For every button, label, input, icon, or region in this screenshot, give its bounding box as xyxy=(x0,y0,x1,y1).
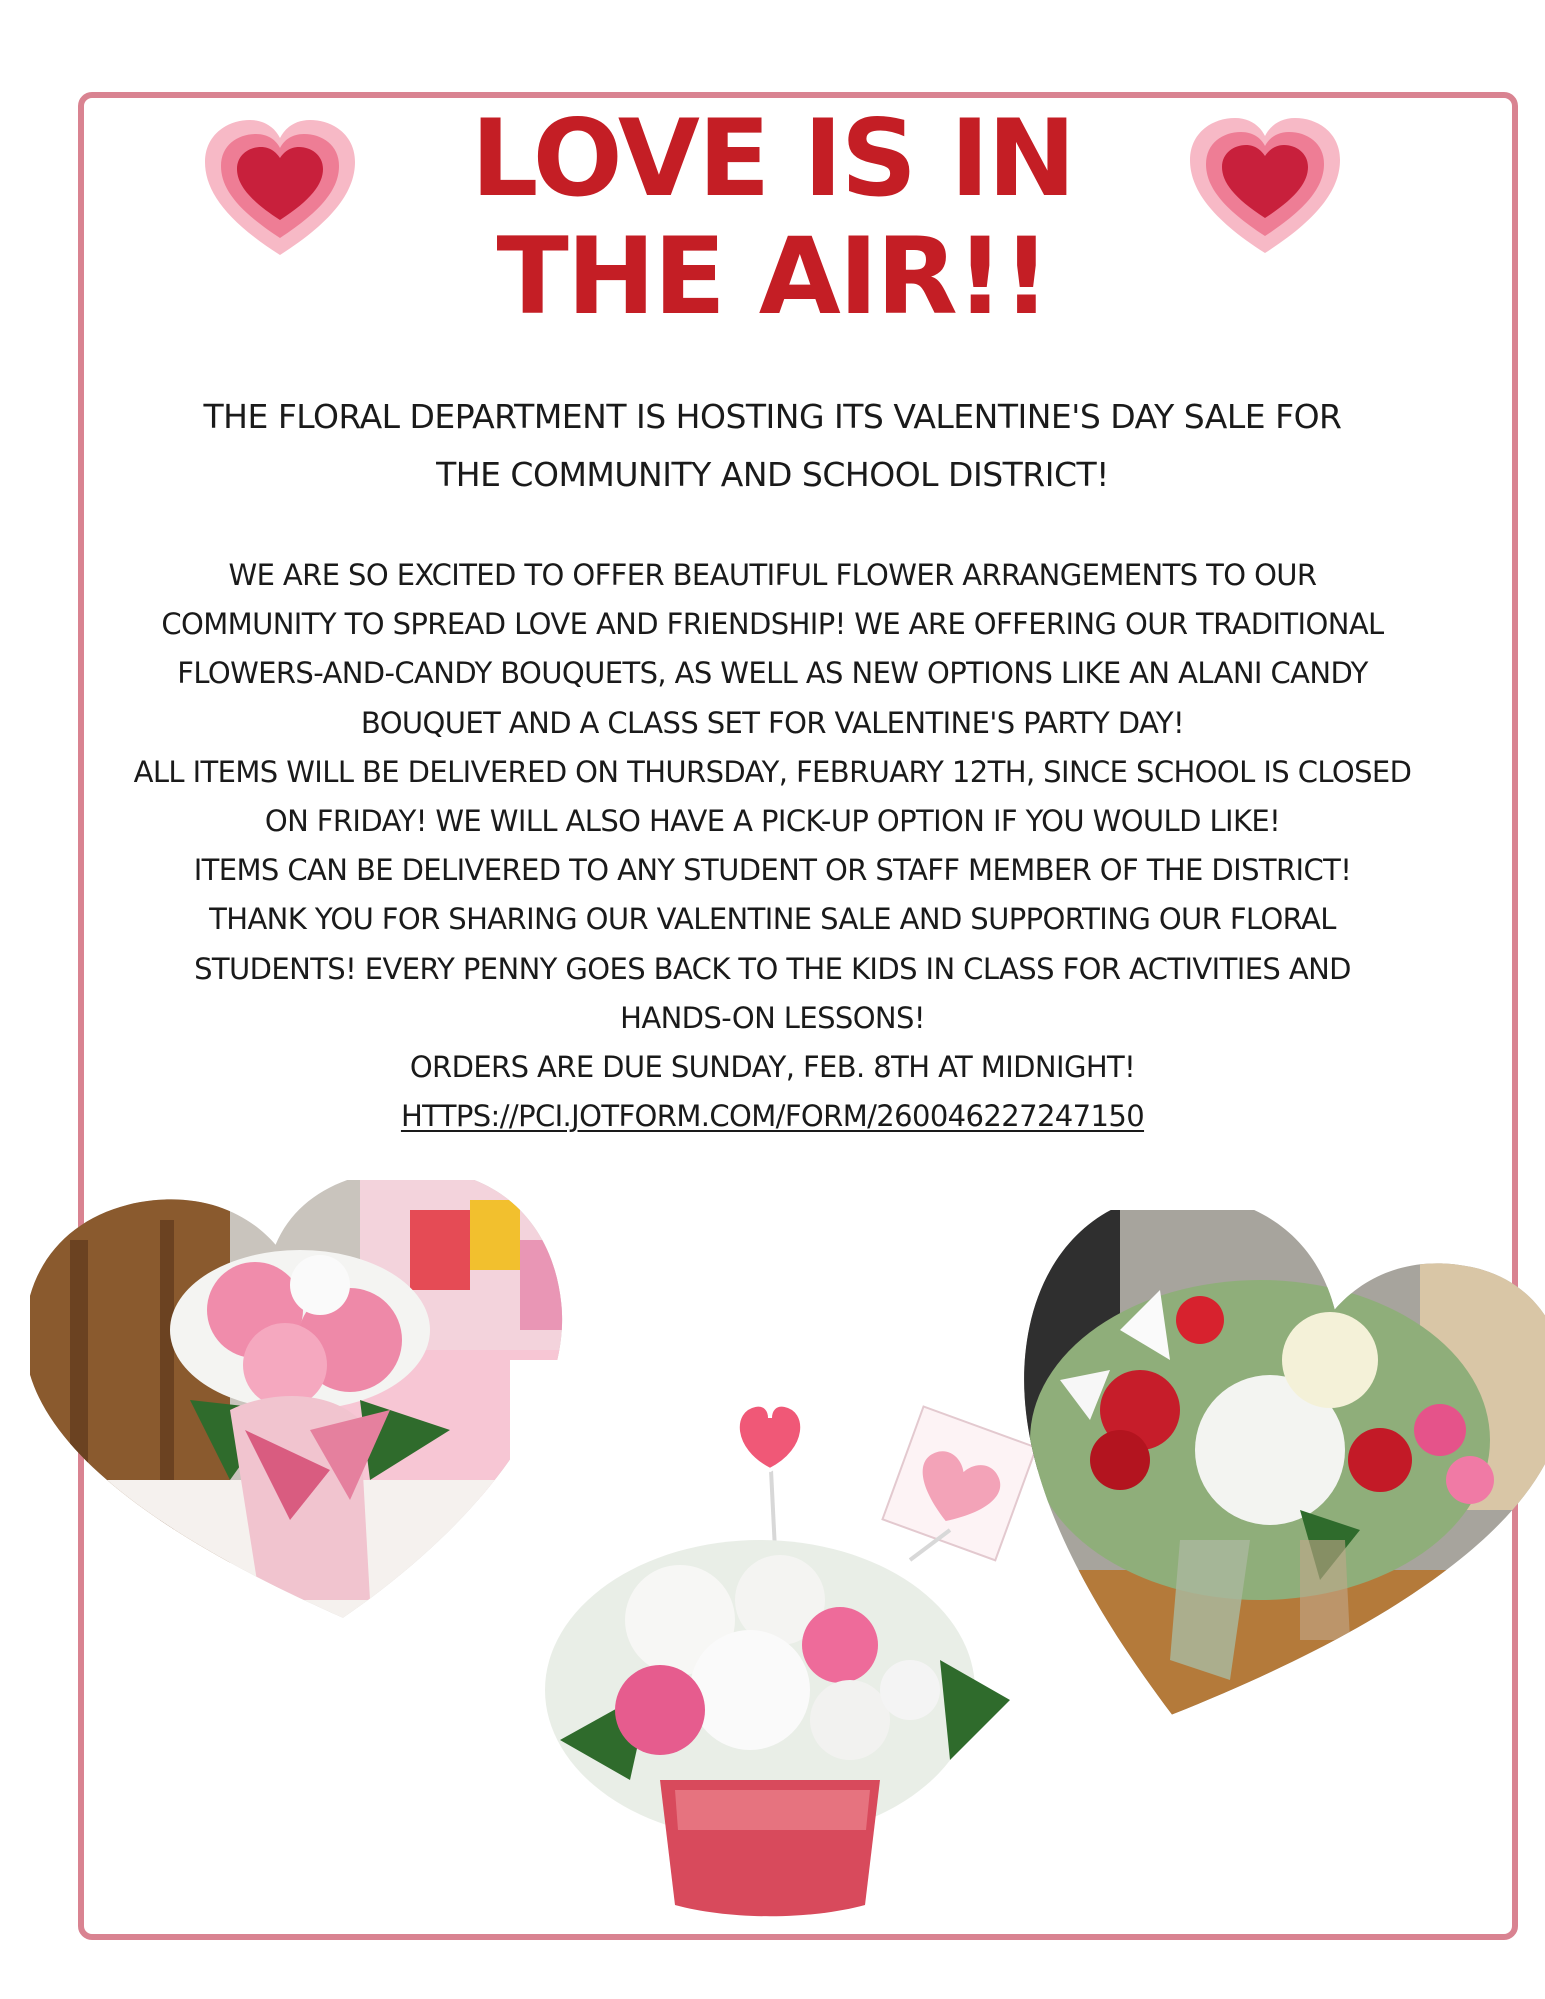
bouquet-photo-roses-hydrangea xyxy=(1000,1210,1545,1730)
bouquet-photo-pink-carnations xyxy=(30,1180,590,1620)
page-title xyxy=(300,97,1245,338)
body-line: ALL ITEMS WILL BE DELIVERED ON THURSDAY, FEBRUARY 12TH, SINCE SCHOOL IS CLOSED xyxy=(133,754,1412,789)
announcement-body xyxy=(110,551,1435,1141)
bouquet-photo-white-carnations xyxy=(510,1360,1050,1920)
body-line: HANDS-ON LESSONS! xyxy=(620,1000,925,1035)
body-line: COMMUNITY TO SPREAD LOVE AND FRIENDSHIP! WE ARE OFFERING OUR TRADITIONAL xyxy=(161,607,1384,642)
body-line: ITEMS CAN BE DELIVERED TO ANY STUDENT OR STAFF MEMBER OF THE DISTRICT! xyxy=(193,853,1352,888)
subtitle-line-1: THE FLORAL DEPARTMENT IS HOSTING ITS VALENTINE'S DAY SALE FOR xyxy=(203,397,1342,436)
title-line-2: THE AIR!! xyxy=(496,215,1049,338)
title-line-1: LOVE IS IN xyxy=(470,97,1075,220)
subtitle-line-2: THE COMMUNITY AND SCHOOL DISTRICT! xyxy=(436,455,1109,494)
subtitle xyxy=(110,388,1435,504)
order-form-link[interactable]: HTTPS://PCI.JOTFORM.COM/FORM/260046227247150 xyxy=(400,1099,1145,1134)
body-line: BOUQUET AND A CLASS SET FOR VALENTINE'S PARTY DAY! xyxy=(360,705,1185,740)
body-line: ON FRIDAY! WE WILL ALSO HAVE A PICK-UP OPTION IF YOU WOULD LIKE! xyxy=(264,804,1281,839)
body-line: STUDENTS! EVERY PENNY GOES BACK TO THE KIDS IN CLASS FOR ACTIVITIES AND xyxy=(194,951,1351,986)
body-line: FLOWERS-AND-CANDY BOUQUETS, AS WELL AS NEW OPTIONS LIKE AN ALANI CANDY xyxy=(177,656,1368,691)
order-form-link-wrap xyxy=(110,1092,1435,1141)
body-line: WE ARE SO EXCITED TO OFFER BEAUTIFUL FLOWER ARRANGEMENTS TO OUR xyxy=(228,558,1317,592)
body-line: ORDERS ARE DUE SUNDAY, FEB. 8TH AT MIDNIGHT! xyxy=(409,1050,1136,1085)
body-line: THANK YOU FOR SHARING OUR VALENTINE SALE AND SUPPORTING OUR FLORAL xyxy=(209,902,1336,937)
